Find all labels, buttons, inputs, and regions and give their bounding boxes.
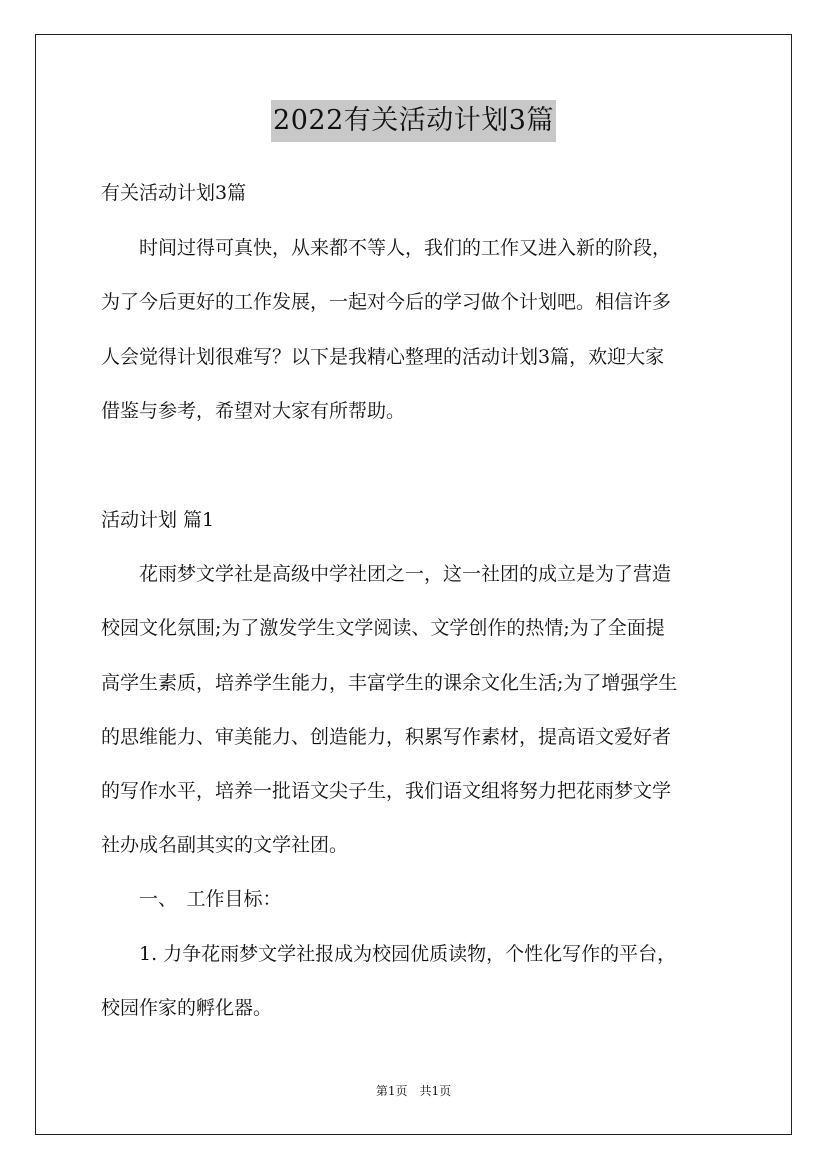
section-heading: 活动计划 篇1 <box>101 509 215 531</box>
section-line-2: 校园文化氛围;为了激发学生文学阅读、文学创作的热情;为了全面提 <box>101 617 665 639</box>
subtitle: 有关活动计划3篇 <box>101 182 247 204</box>
goal-line-1: 1. 力争花雨梦文学社报成为校园优质读物，个性化写作的平台， <box>101 943 677 965</box>
document-title: 2022有关活动计划3篇 <box>271 100 556 142</box>
intro-line-4: 借鉴与参考，希望对大家有所帮助。 <box>101 400 406 422</box>
intro-line-3: 人会觉得计划很难写？以下是我精心整理的活动计划3篇，欢迎大家 <box>101 346 665 368</box>
intro-line-1: 时间过得可真快，从来都不等人，我们的工作又进入新的阶段， <box>101 237 672 259</box>
section-line-5: 的写作水平，培养一批语文尖子生，我们语文组将努力把花雨梦文学 <box>101 780 672 802</box>
section-line-3: 高学生素质，培养学生能力，丰富学生的课余文化生活;为了增强学生 <box>101 672 678 694</box>
goal-heading: 一、 工作目标： <box>101 888 282 910</box>
intro-line-2: 为了今后更好的工作发展，一起对今后的学习做个计划吧。相信许多 <box>101 291 672 313</box>
title-container <box>0 100 827 142</box>
section-line-1: 花雨梦文学社是高级中学社团之一，这一社团的成立是为了营造 <box>101 563 672 585</box>
section-line-4: 的思维能力、审美能力、创造能力，积累写作素材，提高语文爱好者 <box>101 726 672 748</box>
page-footer: 第1页 共1页 <box>375 1084 452 1098</box>
section-line-6: 社办成名副其实的文学社团。 <box>101 834 349 856</box>
goal-line-2: 校园作家的孵化器。 <box>101 997 273 1019</box>
